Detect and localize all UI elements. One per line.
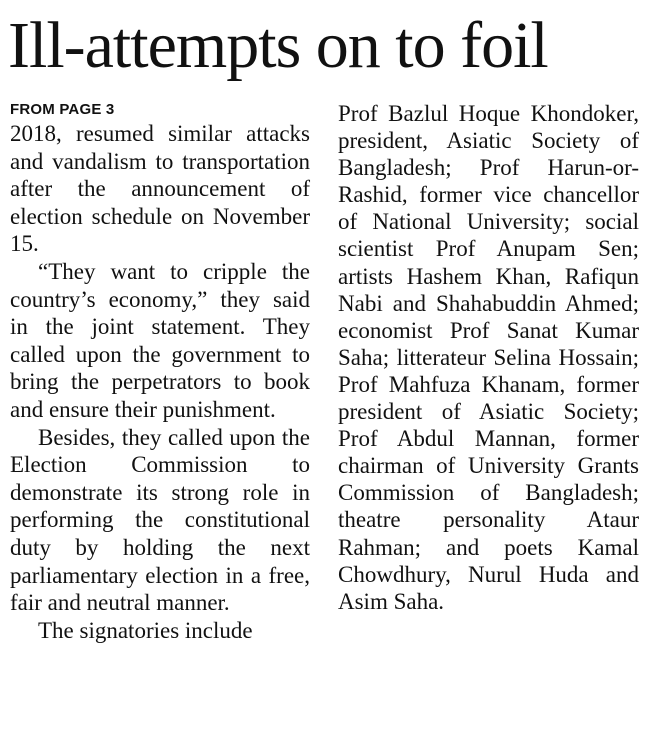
paragraph-continued: 2018, resumed similar attacks and vandalism to transportation after the announcement of election schedule on November 15. [10,121,310,257]
paragraph-signatories-list: Prof Bazlul Hoque Khondoker, president, Asiatic Society of Bangladesh; Prof Harun-or-Rashid, former vice chancellor of National University; social scientist Prof Anupam Sen; artists Hashem Khan, Rafiqun Nabi and Shahabuddin Ahmed; economist Prof Sanat Kumar Saha; litterateur Selina Hossain; Prof Mahfuza Khanam, former president of Asiatic Society; Prof Abdul Mannan, former chairman of University Grants Commission of Bangladesh; theatre personality Ataur Rahman; and poets Kamal Chowdhury, Nurul Huda and Asim Saha. [338,101,639,614]
paragraph-quote: “They want to cripple the country’s economy,” they said in the joint statement. They called upon the government to bring the perpetrators to book and ensure their punishment. [10,258,310,422]
paragraph-signatories-intro: The signatories include [38,617,253,643]
headline: Ill-attempts on to foil [8,9,548,82]
jump-label: FROM PAGE 3 [10,101,115,118]
paragraph-election-commission: Besides, they called upon the Election Commission to demonstrate its strong role in performing the constitutional duty by holding the next parliamentary election in a free, fair and neutral manner. [10,424,310,616]
article-column-left [10,100,310,644]
article-column-right [338,100,639,615]
